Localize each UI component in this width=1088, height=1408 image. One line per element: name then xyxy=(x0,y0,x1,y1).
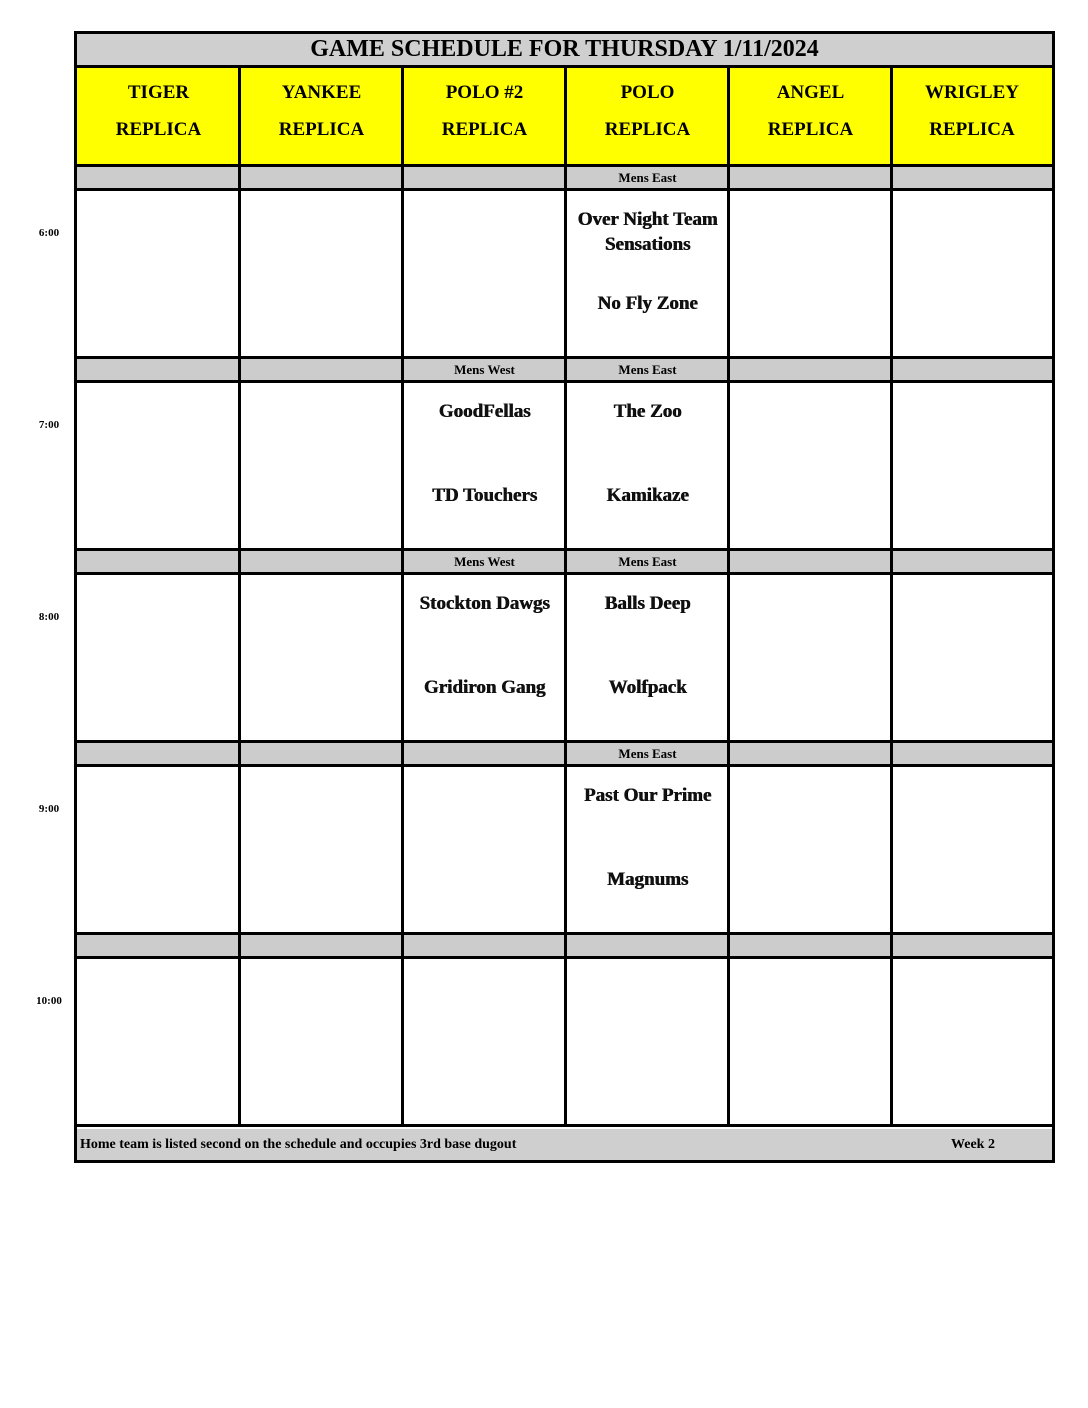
field-type: REPLICA xyxy=(441,119,528,140)
game-cell xyxy=(403,191,566,356)
game-cell xyxy=(566,959,729,1124)
game-cell xyxy=(892,575,1052,740)
division-band xyxy=(892,167,1052,191)
game-cell xyxy=(566,191,729,356)
game-cell xyxy=(77,959,240,1124)
away-team: GoodFellas xyxy=(438,401,531,422)
game-cell xyxy=(77,575,240,740)
column-divider xyxy=(238,68,241,1124)
field-name: ANGEL xyxy=(776,82,845,103)
division-band xyxy=(240,359,403,383)
division-band xyxy=(403,743,566,767)
game-cell xyxy=(240,767,403,932)
home-team: Kamikaze xyxy=(606,485,689,506)
division-band: Mens East xyxy=(566,743,729,767)
time-label: 10:00 xyxy=(36,995,62,1007)
division-band xyxy=(729,359,892,383)
field-header xyxy=(566,68,729,167)
game-cell xyxy=(403,575,566,740)
away-team: Over Night Team Sensations xyxy=(577,209,718,255)
game-cell xyxy=(892,767,1052,932)
game-cell xyxy=(240,191,403,356)
game-cell xyxy=(729,959,892,1124)
division-band: Mens East xyxy=(566,551,729,575)
field-name: POLO #2 xyxy=(445,82,524,103)
game-cell xyxy=(403,767,566,932)
footer-bar xyxy=(77,1129,1052,1160)
division-band xyxy=(240,743,403,767)
game-cell xyxy=(566,383,729,548)
game-cell xyxy=(729,383,892,548)
field-header xyxy=(77,68,240,167)
home-team: Gridiron Gang xyxy=(423,677,546,698)
field-name: YANKEE xyxy=(281,82,362,103)
field-type: REPLICA xyxy=(115,119,202,140)
game-cell xyxy=(77,191,240,356)
division-band xyxy=(77,551,240,575)
footer-note: Home team is listed second on the schedule and occupies 3rd base dugout xyxy=(80,1137,517,1152)
field-name: POLO xyxy=(620,82,675,103)
division-band xyxy=(403,167,566,191)
game-cell xyxy=(403,383,566,548)
division-band xyxy=(403,935,566,959)
game-cell xyxy=(240,383,403,548)
division-band: Mens East xyxy=(566,359,729,383)
column-divider xyxy=(564,68,567,1124)
away-team: Past Our Prime xyxy=(583,785,712,806)
division-band xyxy=(729,167,892,191)
division-band xyxy=(77,743,240,767)
game-cell xyxy=(729,191,892,356)
field-header xyxy=(403,68,566,167)
division-band xyxy=(729,935,892,959)
home-team: TD Touchers xyxy=(431,485,538,506)
field-name: WRIGLEY xyxy=(925,82,1019,103)
field-header xyxy=(240,68,403,167)
division-band xyxy=(77,359,240,383)
field-type: REPLICA xyxy=(604,119,691,140)
column-divider xyxy=(890,68,893,1124)
game-cell xyxy=(892,191,1052,356)
home-team: Magnums xyxy=(606,869,689,890)
column-divider xyxy=(401,68,404,1124)
field-name: TIGER xyxy=(127,82,190,103)
game-cell xyxy=(403,959,566,1124)
schedule-table xyxy=(74,31,1055,1163)
division-band xyxy=(566,935,729,959)
time-label: 7:00 xyxy=(38,419,60,431)
time-label: 9:00 xyxy=(38,803,60,815)
game-cell xyxy=(892,959,1052,1124)
division-band xyxy=(729,551,892,575)
division-band xyxy=(892,359,1052,383)
division-band xyxy=(77,935,240,959)
column-divider xyxy=(727,68,730,1124)
field-type: REPLICA xyxy=(767,119,854,140)
time-label: 8:00 xyxy=(38,611,60,623)
division-band: Mens West xyxy=(403,551,566,575)
division-band xyxy=(892,935,1052,959)
game-cell xyxy=(892,383,1052,548)
schedule-title: GAME SCHEDULE FOR THURSDAY 1/11/2024 xyxy=(77,34,1052,68)
home-team: No Fly Zone xyxy=(597,293,698,314)
division-band: Mens East xyxy=(566,167,729,191)
game-cell xyxy=(729,575,892,740)
game-cell xyxy=(240,959,403,1124)
home-team: Wolfpack xyxy=(608,677,687,698)
division-band xyxy=(77,167,240,191)
game-cell xyxy=(566,575,729,740)
row-divider xyxy=(77,1124,1052,1127)
field-header xyxy=(892,68,1052,167)
field-type: REPLICA xyxy=(278,119,365,140)
game-cell xyxy=(240,575,403,740)
division-band xyxy=(729,743,892,767)
division-band xyxy=(240,551,403,575)
field-header xyxy=(729,68,892,167)
week-label: Week 2 xyxy=(951,1137,995,1152)
game-cell xyxy=(729,767,892,932)
game-cell xyxy=(566,767,729,932)
away-team: The Zoo xyxy=(613,401,682,422)
away-team: Balls Deep xyxy=(604,593,691,614)
division-band xyxy=(892,743,1052,767)
away-team: Stockton Dawgs xyxy=(419,593,550,614)
game-cell xyxy=(77,767,240,932)
game-cell xyxy=(77,383,240,548)
division-band xyxy=(240,167,403,191)
division-band: Mens West xyxy=(403,359,566,383)
time-label: 6:00 xyxy=(38,227,60,239)
division-band xyxy=(240,935,403,959)
field-type: REPLICA xyxy=(929,119,1015,140)
division-band xyxy=(892,551,1052,575)
